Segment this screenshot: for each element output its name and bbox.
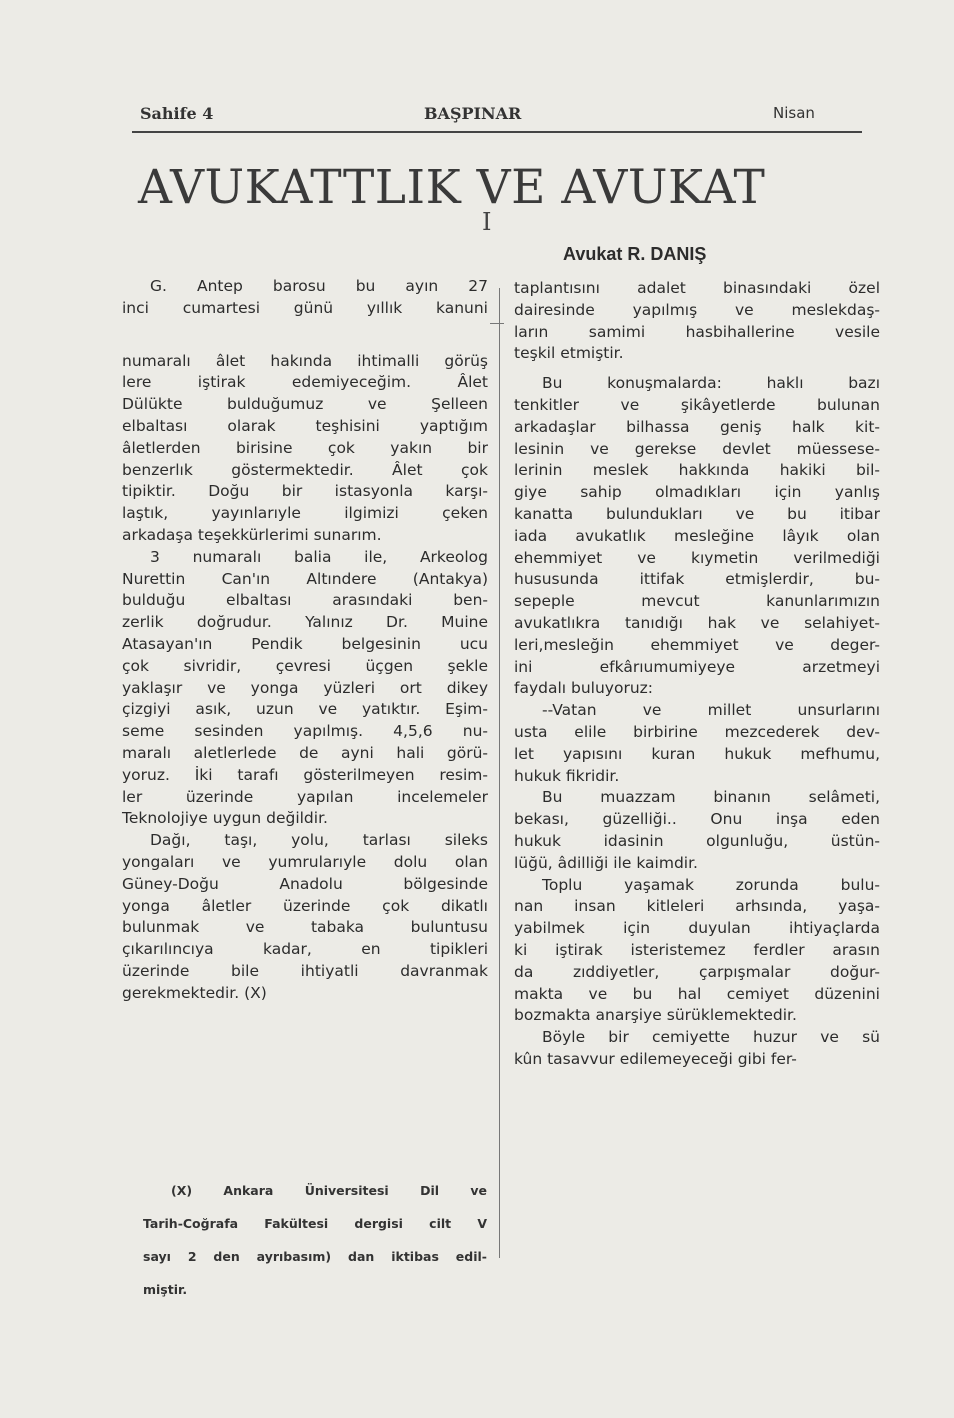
footnote-line: sayı 2 den ayrıbasım) dan iktibas edil- <box>143 1248 487 1264</box>
left-column-line: Güney-Doğu Anadolu bölgesinde <box>122 874 488 893</box>
right-column-line: hukuk fikridir. <box>514 766 620 785</box>
left-column-line: maralı aletlerlede de ayni hali görü- <box>122 743 488 762</box>
right-column-line: avukatlıkra tanıdığı hak ve selahiyet- <box>514 613 880 632</box>
right-column-line: Böyle bir cemiyette huzur ve sü <box>542 1028 880 1047</box>
right-column-line: kanatta bulundukları ve bu itibar <box>514 504 880 523</box>
left-column-line: bulunmak ve tabaka buluntusu <box>122 918 488 937</box>
right-column-line: bozmakta anarşiye sürüklemektedir. <box>514 1006 797 1025</box>
right-column-line: ini efkârıumumiyeye arzetmeyi <box>514 657 880 676</box>
right-column-line: hukuk idasinin olgunluğu, üstün- <box>514 831 880 850</box>
footnote-line: miştir. <box>143 1281 188 1297</box>
left-column-line: ler üzerinde yapılan incelemeler <box>122 787 488 806</box>
left-column-line: arkadaşa teşekkürlerimi sunarım. <box>122 525 382 544</box>
right-column-line: lesinin ve gerekse devlet müessese- <box>514 439 880 458</box>
article-title: AVUKATTLIK VE AVUKAT <box>138 160 766 215</box>
left-column-line: çıkarılıncıya kadar, en tipikleri <box>122 940 488 959</box>
left-column-line: âletlerden birisine çok yakın bir <box>122 438 488 457</box>
left-column-line: yonga âletler üzerinde çok dikatlı <box>122 896 488 915</box>
article-part-number: I <box>482 208 492 236</box>
right-column-line: iada avukatlık mesleğine lâyık olan <box>514 526 880 545</box>
column-divider-tick <box>490 323 504 324</box>
issue-month: Nisan <box>773 104 815 122</box>
left-column-line: yongaları ve yumrularıyle dolu olan <box>122 852 488 871</box>
right-column-line: taplantısını adalet binasındaki özel <box>514 279 880 297</box>
left-column-line: numaralı âlet hakında ihtimalli görüş <box>122 351 488 370</box>
left-column-line: zerlik doğrudur. Yalınız Dr. Muine <box>122 613 488 632</box>
right-column-line: giye sahip olmadıkları için yanlış <box>514 483 880 502</box>
right-column-line: usta elile birbirine mezcederek dev- <box>514 722 880 741</box>
footnote-line: Tarih-Coğrafa Fakültesi dergisi cilt V <box>143 1215 487 1231</box>
right-column-line: Bu muazzam binanın selâmeti, <box>542 788 880 807</box>
column-divider <box>499 288 500 1258</box>
right-column-line: dairesinde yapılmış ve meslekdaş- <box>514 300 880 319</box>
right-column-line: let yapısını kuran hukuk mefhumu, <box>514 744 880 763</box>
left-column-line: 3 numaralı balia ile, Arkeolog <box>150 547 488 566</box>
right-column-line: ki iştirak isteristemez ferdler arasın <box>514 940 880 959</box>
right-column-line: Toplu yaşamak zorunda bulu- <box>542 875 880 894</box>
right-column-line: faydalı buluyoruz: <box>514 679 654 698</box>
left-column-line: seme sesinden yapılmış. 4,5,6 nu- <box>122 722 488 741</box>
right-column-line: leri,mesleğin ehemmiyet ve deger- <box>514 635 880 654</box>
right-column-line: makta ve bu hal cemiyet düzenini <box>514 984 880 1003</box>
right-column-line: kûn tasavvur edilemeyeceği gibi fer- <box>514 1049 797 1068</box>
right-column-line: bekası, güzelliği.. Onu inşa eden <box>514 810 880 829</box>
right-column-line: sepeple mevcut kanunlarımızın <box>514 592 880 611</box>
left-column-line: Atasayan'ın Pendik belgesinin ucu <box>122 634 488 653</box>
header-rule <box>132 131 862 133</box>
right-column-line: ların samimi hasbihallerine vesile <box>514 322 880 341</box>
left-column-line: G. Antep barosu bu ayın 27 <box>150 277 488 295</box>
left-text-column <box>122 276 488 1005</box>
left-column-line: Dağı, taşı, yolu, tarlası sileks <box>150 831 488 850</box>
left-column-line: yoruz. İki tarafı gösterilmeyen resim- <box>122 765 488 784</box>
footnote-line: (X) Ankara Üniversitesi Dil ve <box>171 1182 487 1198</box>
right-column-line: Bu konuşmalarda: haklı bazı <box>542 374 880 393</box>
left-column-line: gerekmektedir. (X) <box>122 983 267 1002</box>
left-column-line: bulduğu elbaltası arasındaki ben- <box>122 591 488 610</box>
left-column-line: tipiktir. Doğu bir istasyonla karşı- <box>122 482 488 501</box>
left-column-line: lere iştirak edemiyeceğim. Âlet <box>122 373 488 392</box>
page-number-label: Sahife 4 <box>140 104 214 123</box>
right-column-line: hususunda ittifak etmişlerdir, bu- <box>514 570 880 589</box>
right-column-line: da zıddiyetler, çarpışmalar doğur- <box>514 962 880 981</box>
left-column-line: benzerlık göstermektedir. Âlet çok <box>122 460 488 479</box>
left-column-line: çok sivridir, çevresi üçgen şekle <box>122 656 488 675</box>
right-column-line: lüğü, âdilliği ile kaimdir. <box>514 853 698 872</box>
right-text-column <box>514 276 880 1071</box>
left-column-line: inci cumartesi günü yıllık kanuni <box>122 298 488 317</box>
left-column-line: yaklaşır ve yonga yüzleri ort dikey <box>122 678 488 697</box>
left-column-line: çizgiyi asık, uzun ve yatıktır. Eşim- <box>122 700 488 719</box>
right-column-line: teşkil etmiştir. <box>514 344 624 363</box>
right-column-line: yabilmek için duyulan ihtiyaçlarda <box>514 919 880 938</box>
footnote <box>143 1168 487 1313</box>
right-column-line: ehemmiyet ve kıymetin verilmediği <box>514 548 880 567</box>
left-column-line: Dülükte bulduğumuz ve Şelleen <box>122 395 488 414</box>
right-column-line: arkadaşlar bilhassa geniş halk kit- <box>514 417 880 436</box>
left-column-line: üzerinde bile ihtiyatli davranmak <box>122 961 488 980</box>
right-column-line: --Vatan ve millet unsurlarını <box>542 701 880 720</box>
left-column-line: elbaltası olarak teşhisini yaptığım <box>122 416 488 435</box>
article-byline: Avukat R. DANIŞ <box>563 244 707 264</box>
left-column-line: Teknolojiye uygun değildir. <box>122 809 328 828</box>
right-column-line: lerinin meslek hakkında hakiki bil- <box>514 461 880 480</box>
left-column-line: laştık, yayınlarıyle ilgimizi çeken <box>122 504 488 523</box>
right-column-line: nan insan kitleleri arhsında, yaşa- <box>514 897 880 916</box>
right-column-line: tenkitler ve şikâyetlerde bulunan <box>514 395 880 414</box>
publication-name: BAŞPINAR <box>424 104 522 123</box>
left-column-line: Nurettin Can'ın Altındere (Antakya) <box>122 569 488 588</box>
